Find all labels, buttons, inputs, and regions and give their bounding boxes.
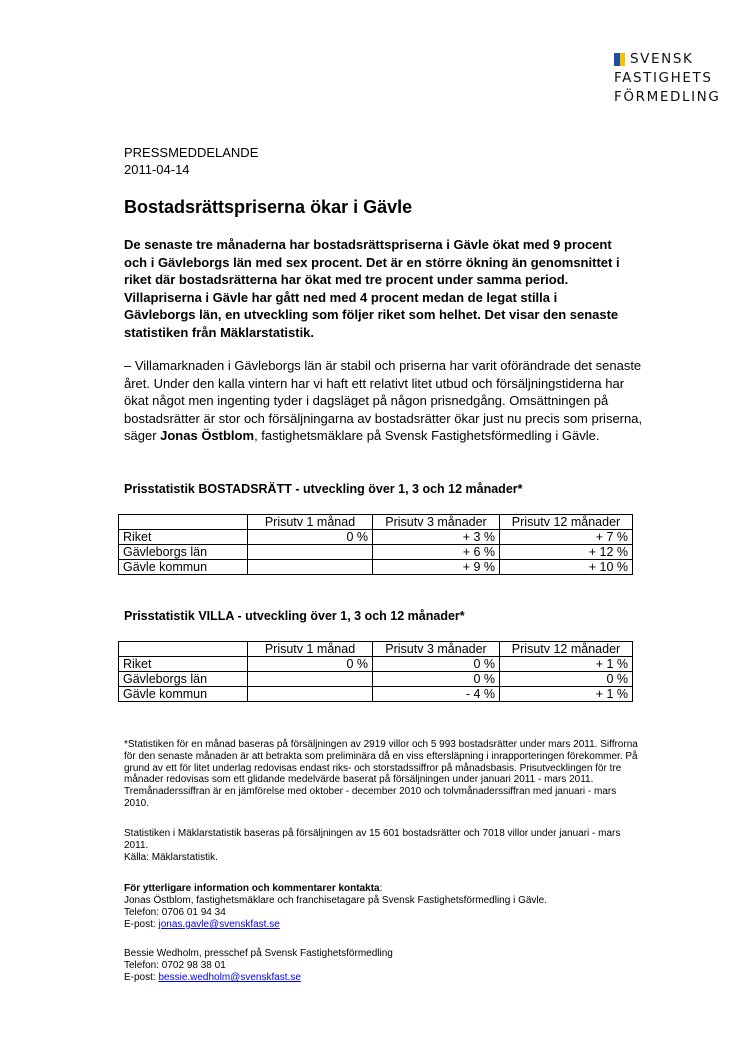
contact-1-name: Jonas Östblom, fastighetsmäklare och franchisetagare på Svensk Fastighetsförmedling i Gävle. bbox=[124, 895, 547, 906]
contact-1-email-row: E-post: jonas.gavle@svenskfast.se bbox=[124, 919, 280, 930]
contact-2-email-link[interactable]: bessie.wedholm@svenskfast.se bbox=[158, 972, 301, 983]
document-type: PRESSMEDDELANDE bbox=[124, 145, 259, 160]
logo-line-2: FASTIGHETS bbox=[614, 70, 713, 86]
table-bostadsratt-title: Prisstatistik BOSTADSRÄTT - utveckling över 1, 3 och 12 månader* bbox=[124, 482, 523, 496]
table-row: Riket 0 % + 3 % + 7 % bbox=[119, 530, 633, 545]
contact-2-email-row: E-post: bessie.wedholm@svenskfast.se bbox=[124, 972, 301, 983]
table-row: Riket 0 % 0 % + 1 % bbox=[119, 657, 633, 672]
logo-line-1: SVENSK bbox=[630, 51, 694, 67]
table-header-row: Prisutv 1 månad Prisutv 3 månader Prisutv 12 månader bbox=[119, 515, 633, 530]
body-paragraph: – Villamarknaden i Gävleborgs län är stabil och priserna har varit oförändrade det senaste året. Under den kalla vintern har vi haft ett relativt litet utbud och försäljningstiderna har ökat något men ingenting tyder i dagsläget på någon prisnedgång. Omsättningen på bostadsrätter är stor och försäljningarna av bostadsrätter ökar just nu precis som priserna, säger Jonas Östblom, fastighetsmäklare på Svensk Fastighetsförmedling i Gävle. bbox=[124, 358, 643, 443]
table-row: Gävle kommun - 4 % + 1 % bbox=[119, 687, 633, 702]
table-row: Gävleborgs län + 6 % + 12 % bbox=[119, 545, 633, 560]
swedish-flag-icon bbox=[614, 53, 625, 66]
document-date: 2011-04-14 bbox=[124, 162, 190, 177]
contact-heading: För ytterligare information och kommentarer kontakta: bbox=[124, 883, 383, 894]
table-villa bbox=[118, 641, 633, 702]
footnote-basis: Statistiken i Mäklarstatistik baseras på försäljningen av 15 601 bostadsrätter och 7018 villor under januari - mars 2011. bbox=[124, 828, 621, 851]
footnote-statistics: *Statistiken för en månad baseras på försäljningen av 2919 villor och 5 993 bostadsrätter under mars 2011. Siffrorna för den senaste månaden är att betrakta som preliminära då en viss eftersläpning i inrapporteringen förekommer. På grund av ett för litet underlag redovisas endast riks- och storstadssiffror på månadsbasis. Prisutvecklingen för tre månader redovisas som ett glidande medelvärde baserat på försäljningen under januari 2011 - mars 2011. Tremånaderssiffran är en jämförelse med oktober - december 2010 och tolvmånaderssiffran med januari - mars 2010. bbox=[124, 739, 638, 809]
svensk-fastighetsformedling-logo bbox=[614, 50, 721, 107]
lead-paragraph: De senaste tre månaderna har bostadsrättspriserna i Gävle ökat med 9 procent och i Gävleborgs län med sex procent. Det är en större ökning än genomsnittet i riket där bostadsrätterna har ökat med tre procent under samma period. Villapriserna i Gävle har gått ned med 4 procent medan de legat stilla i Gävleborgs län, en utveckling som följer riket som helhet. Det visar den senaste statistiken från Mäklarstatistik. bbox=[124, 237, 620, 340]
contact-1-email-link[interactable]: jonas.gavle@svenskfast.se bbox=[158, 919, 280, 930]
table-villa-title: Prisstatistik VILLA - utveckling över 1, 3 och 12 månader* bbox=[124, 609, 465, 623]
contact-1-phone: Telefon: 0706 01 94 34 bbox=[124, 907, 226, 918]
table-bostadsratt bbox=[118, 514, 633, 575]
quoted-person-name: Jonas Östblom bbox=[160, 428, 255, 443]
page-title: Bostadsrättspriserna ökar i Gävle bbox=[124, 197, 413, 217]
table-row: Gävle kommun + 9 % + 10 % bbox=[119, 560, 633, 575]
table-header-row: Prisutv 1 månad Prisutv 3 månader Prisutv 12 månader bbox=[119, 642, 633, 657]
contact-2-phone: Telefon: 0702 98 38 01 bbox=[124, 960, 226, 971]
contact-2-name: Bessie Wedholm, presschef på Svensk Fastighetsförmedling bbox=[124, 948, 393, 959]
logo-line-3: FÖRMEDLING bbox=[614, 89, 721, 105]
footnote-source: Källa: Mäklarstatistik. bbox=[124, 852, 218, 863]
table-row: Gävleborgs län 0 % 0 % bbox=[119, 672, 633, 687]
